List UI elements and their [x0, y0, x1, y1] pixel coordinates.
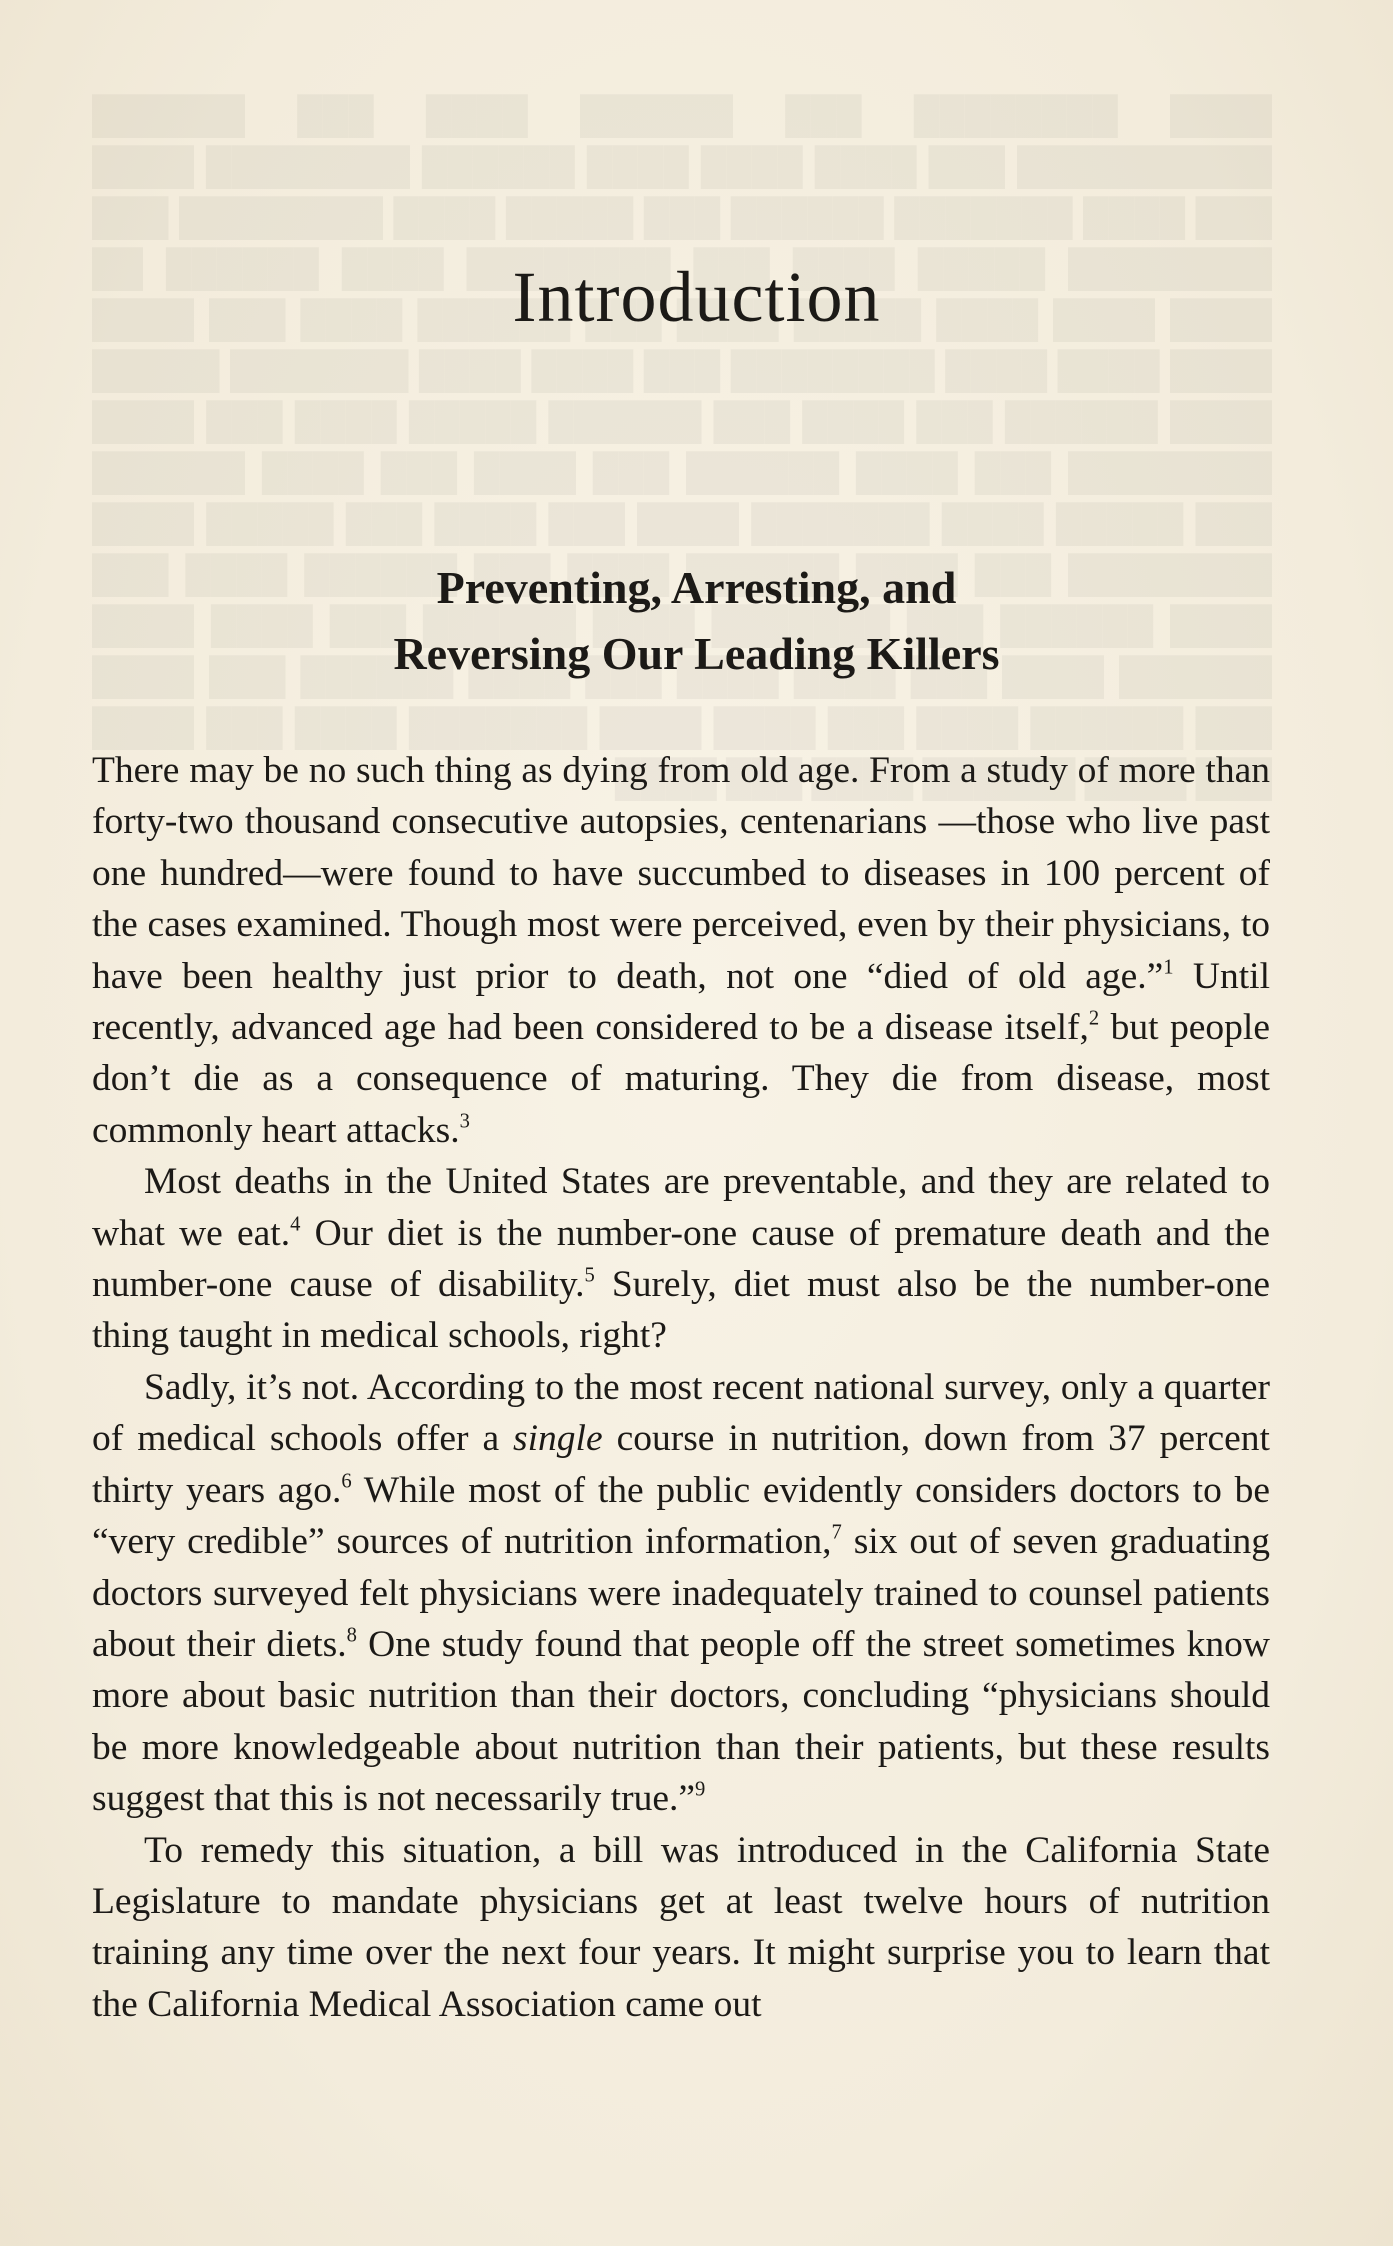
text-run: course in nutrition, down from 37 percent thirty years ago. — [92, 1418, 1270, 1511]
emphasized-text: single — [513, 1418, 603, 1460]
body-text — [92, 745, 1270, 2030]
footnote-reference: 6 — [341, 1470, 352, 1493]
text-run: Sadly, it’s not. According to the most recent national survey, only a quarter of medical schools offer a — [92, 1366, 1270, 1460]
section-heading-line-1: Preventing, Arresting, and — [436, 562, 957, 613]
text-run: There may be no such thing as dying from old age. From a study of more than forty-two thousand consecutive autopsies, centenarians —those who live past one hundred—were found to have succumbed to diseases in 100 percent of the cases examined. Though most were perceived, even by their physicians, to have been healthy just prior to death, not one “died of old age.” — [92, 750, 1270, 997]
footnote-reference: 8 — [346, 1624, 357, 1647]
footnote-reference: 1 — [1163, 956, 1174, 979]
text-run: To remedy this situation, a bill was introduced in the California State Legislature to mandate physicians get at least twelve hours of nutrition training any time over the next four years. It might surprise you to learn that the California Medical Association came out — [92, 1829, 1270, 2025]
show-through-texture — [92, 90, 1272, 804]
text-run: six out of seven graduating doctors surveyed felt physicians were inadequately trained to counsel patients about their diets. — [92, 1521, 1271, 1665]
footnote-reference: 3 — [459, 1110, 470, 1133]
text-run: Until recently, advanced age had been considered to be a disease itself, — [92, 955, 1270, 1049]
section-heading — [0, 555, 1393, 687]
section-heading-line-2: Reversing Our Leading Killers — [393, 628, 1000, 679]
paragraph-2 — [92, 1156, 1270, 1362]
paragraph-3 — [92, 1362, 1270, 1825]
paragraph-1 — [92, 745, 1270, 1156]
footnote-reference: 9 — [695, 1778, 706, 1801]
text-run: One study found that people off the street sometimes know more about basic nutrition than their doctors, concluding “physicians should be more knowledgeable about nutrition than their patients, but these results suggest that this is not necessarily true.” — [92, 1623, 1270, 1820]
text-run: While most of the public evidently considers doctors to be “very credible” sources of nutrition information, — [92, 1469, 1270, 1563]
chapter-title: Introduction — [512, 257, 881, 337]
paragraph-4 — [92, 1825, 1270, 2031]
text-run: Our diet is the number-one cause of premature death and the number-one cause of disability. — [92, 1212, 1271, 1306]
footnote-reference: 5 — [584, 1264, 595, 1287]
text-run: Most deaths in the United States are preventable, and they are related to what we eat. — [92, 1161, 1270, 1254]
footnote-reference: 7 — [831, 1521, 842, 1544]
text-run: Surely, diet must also be the number-one thing taught in medical schools, right? — [92, 1264, 1270, 1357]
footnote-reference: 4 — [290, 1213, 301, 1236]
text-run: but people don’t die as a consequence of maturing. They die from disease, most commonly heart attacks. — [92, 1007, 1270, 1151]
footnote-reference: 2 — [1088, 1007, 1100, 1030]
